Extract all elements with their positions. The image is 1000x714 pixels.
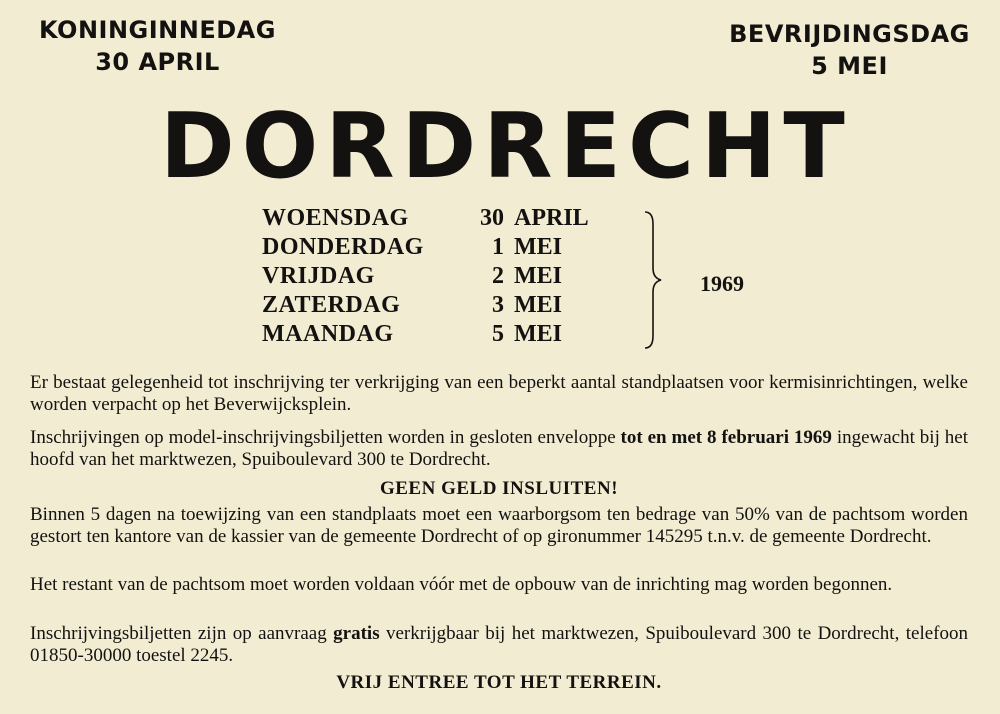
forms-text-end: verkrijgbaar bij het marktwezen, Spuiboulevard 300 te Dordrecht, telefoon 01850-30000 toestel 2245. xyxy=(30,623,968,666)
schedule-list xyxy=(262,204,622,349)
forms-free: gratis xyxy=(333,623,380,644)
day-name: MAANDAG xyxy=(262,321,394,347)
schedule-row xyxy=(262,233,622,262)
brace-icon xyxy=(643,210,663,350)
header-right-line1: BEVRIJDINGSDAG xyxy=(729,20,970,48)
header-left-line1: KONINGINNEDAG xyxy=(39,16,276,44)
day-month: APRIL xyxy=(514,205,589,231)
day-month: MEI xyxy=(514,263,562,289)
no-money-notice: GEEN GELD INSLUITEN! xyxy=(379,478,619,499)
header-left xyxy=(30,14,285,78)
page-title: DORDRECHT xyxy=(160,94,852,199)
remainder-paragraph: Het restant van de pachtsom moet worden voldaan vóór met de opbouw van de inrichting mag worden begonnen. xyxy=(30,574,893,595)
day-month: MEI xyxy=(514,292,562,318)
registration-text-end: ingewacht bij het hoofd van het marktwezen, Spuiboulevard 300 te Dordrecht. xyxy=(30,427,968,470)
day-number: 1 xyxy=(492,234,504,260)
day-number: 5 xyxy=(492,321,504,347)
schedule-row xyxy=(262,291,622,320)
day-month: MEI xyxy=(514,321,562,347)
day-number: 3 xyxy=(492,292,504,318)
header-left-line2: 30 APRIL xyxy=(95,48,220,76)
intro-paragraph: Er bestaat gelegenheid tot inschrijving ter verkrijging van een beperkt aantal standplaatsen voor kermisinrichtingen, welke worden verpacht op het Beverwijcksplein. xyxy=(30,372,968,415)
day-name: DONDERDAG xyxy=(262,234,424,260)
day-name: ZATERDAG xyxy=(262,292,401,318)
day-name: WOENSDAG xyxy=(262,205,409,231)
header-right-line2: 5 MEI xyxy=(811,52,888,80)
year-label: 1969 xyxy=(700,271,744,296)
forms-paragraph xyxy=(30,623,968,667)
schedule-row xyxy=(262,320,622,349)
day-number: 2 xyxy=(492,263,504,289)
registration-paragraph xyxy=(30,427,968,471)
day-name: VRIJDAG xyxy=(262,263,375,289)
registration-deadline: tot en met 8 februari 1969 xyxy=(620,427,832,448)
free-entry-notice: VRIJ ENTREE TOT HET TERREIN. xyxy=(336,672,662,693)
header-right xyxy=(722,18,977,82)
day-month: MEI xyxy=(514,234,562,260)
deposit-paragraph: Binnen 5 dagen na toewijzing van een standplaats moet een waarborgsom ten bedrage van 50% van de pachtsom worden gestort ten kantore van de kassier van de gemeente Dordrecht of op gironummer 145295 t.n.v. de gemeente Dordrecht. xyxy=(30,504,968,547)
schedule-row xyxy=(262,204,622,233)
forms-text: Inschrijvingsbiljetten zijn op aanvraag xyxy=(30,623,334,644)
day-number: 30 xyxy=(480,205,504,231)
registration-text: Inschrijvingen op model-inschrijvingsbiljetten worden in gesloten enveloppe xyxy=(30,427,621,448)
schedule-row xyxy=(262,262,622,291)
